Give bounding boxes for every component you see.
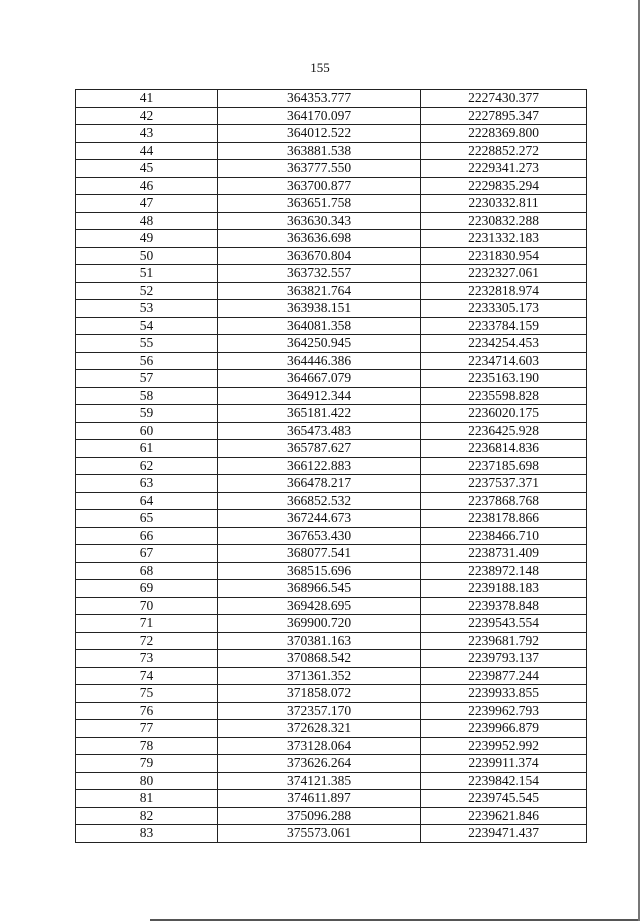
y-coordinate-cell: 2236020.175: [421, 405, 587, 423]
y-coordinate-cell: 2239471.437: [421, 825, 587, 843]
point-number-cell: 81: [76, 790, 218, 808]
point-number-cell: 69: [76, 580, 218, 598]
table-row: [76, 440, 587, 458]
point-number-cell: 54: [76, 317, 218, 335]
y-coordinate-cell: 2228369.800: [421, 125, 587, 143]
table-row: [76, 177, 587, 195]
y-coordinate-cell: 2232818.974: [421, 282, 587, 300]
table-row: [76, 317, 587, 335]
x-coordinate-cell: 363700.877: [218, 177, 421, 195]
point-number-cell: 51: [76, 265, 218, 283]
point-number-cell: 63: [76, 475, 218, 493]
point-number-cell: 58: [76, 387, 218, 405]
x-coordinate-cell: 373128.064: [218, 737, 421, 755]
y-coordinate-cell: 2239378.848: [421, 597, 587, 615]
point-number-cell: 43: [76, 125, 218, 143]
x-coordinate-cell: 374611.897: [218, 790, 421, 808]
y-coordinate-cell: 2239681.792: [421, 632, 587, 650]
y-coordinate-cell: 2236425.928: [421, 422, 587, 440]
x-coordinate-cell: 364667.079: [218, 370, 421, 388]
y-coordinate-cell: 2238972.148: [421, 562, 587, 580]
x-coordinate-cell: 366852.532: [218, 492, 421, 510]
table-row: [76, 772, 587, 790]
point-number-cell: 68: [76, 562, 218, 580]
table-row: [76, 615, 587, 633]
table-row: [76, 650, 587, 668]
x-coordinate-cell: 365787.627: [218, 440, 421, 458]
point-number-cell: 59: [76, 405, 218, 423]
point-number-cell: 71: [76, 615, 218, 633]
x-coordinate-cell: 364446.386: [218, 352, 421, 370]
table-row: [76, 597, 587, 615]
y-coordinate-cell: 2229835.294: [421, 177, 587, 195]
table-row: [76, 370, 587, 388]
point-number-cell: 82: [76, 807, 218, 825]
x-coordinate-cell: 370868.542: [218, 650, 421, 668]
y-coordinate-cell: 2227430.377: [421, 90, 587, 108]
y-coordinate-cell: 2236814.836: [421, 440, 587, 458]
x-coordinate-cell: 375096.288: [218, 807, 421, 825]
point-number-cell: 55: [76, 335, 218, 353]
y-coordinate-cell: 2239911.374: [421, 755, 587, 773]
y-coordinate-cell: 2239793.137: [421, 650, 587, 668]
point-number-cell: 67: [76, 545, 218, 563]
table-row: [76, 527, 587, 545]
point-number-cell: 73: [76, 650, 218, 668]
x-coordinate-cell: 364353.777: [218, 90, 421, 108]
x-coordinate-cell: 363670.804: [218, 247, 421, 265]
table-row: [76, 755, 587, 773]
y-coordinate-cell: 2235163.190: [421, 370, 587, 388]
y-coordinate-cell: 2239952.992: [421, 737, 587, 755]
y-coordinate-cell: 2230332.811: [421, 195, 587, 213]
y-coordinate-cell: 2239842.154: [421, 772, 587, 790]
point-number-cell: 48: [76, 212, 218, 230]
table-row: [76, 685, 587, 703]
point-number-cell: 61: [76, 440, 218, 458]
coordinates-table: [75, 89, 587, 843]
x-coordinate-cell: 366478.217: [218, 475, 421, 493]
table-row: [76, 212, 587, 230]
table-row: [76, 142, 587, 160]
table-row: [76, 230, 587, 248]
x-coordinate-cell: 371858.072: [218, 685, 421, 703]
y-coordinate-cell: 2239966.879: [421, 720, 587, 738]
y-coordinate-cell: 2239933.855: [421, 685, 587, 703]
y-coordinate-cell: 2238466.710: [421, 527, 587, 545]
x-coordinate-cell: 364170.097: [218, 107, 421, 125]
y-coordinate-cell: 2237537.371: [421, 475, 587, 493]
table-row: [76, 510, 587, 528]
x-coordinate-cell: 373626.264: [218, 755, 421, 773]
x-coordinate-cell: 370381.163: [218, 632, 421, 650]
table-row: [76, 247, 587, 265]
coordinates-table-body: [76, 90, 587, 843]
table-row: [76, 790, 587, 808]
point-number-cell: 42: [76, 107, 218, 125]
y-coordinate-cell: 2234714.603: [421, 352, 587, 370]
table-row: [76, 125, 587, 143]
y-coordinate-cell: 2237868.768: [421, 492, 587, 510]
table-row: [76, 702, 587, 720]
point-number-cell: 60: [76, 422, 218, 440]
x-coordinate-cell: 368515.696: [218, 562, 421, 580]
x-coordinate-cell: 368077.541: [218, 545, 421, 563]
table-row: [76, 387, 587, 405]
table-row: [76, 807, 587, 825]
x-coordinate-cell: 369428.695: [218, 597, 421, 615]
table-row: [76, 457, 587, 475]
y-coordinate-cell: 2239621.846: [421, 807, 587, 825]
table-row: [76, 282, 587, 300]
x-coordinate-cell: 374121.385: [218, 772, 421, 790]
table-row: [76, 632, 587, 650]
point-number-cell: 52: [76, 282, 218, 300]
y-coordinate-cell: 2232327.061: [421, 265, 587, 283]
y-coordinate-cell: 2239877.244: [421, 667, 587, 685]
y-coordinate-cell: 2238731.409: [421, 545, 587, 563]
point-number-cell: 66: [76, 527, 218, 545]
table-row: [76, 90, 587, 108]
table-row: [76, 825, 587, 843]
y-coordinate-cell: 2237185.698: [421, 457, 587, 475]
point-number-cell: 56: [76, 352, 218, 370]
table-row: [76, 352, 587, 370]
y-coordinate-cell: 2229341.273: [421, 160, 587, 178]
point-number-cell: 41: [76, 90, 218, 108]
x-coordinate-cell: 375573.061: [218, 825, 421, 843]
x-coordinate-cell: 363777.550: [218, 160, 421, 178]
y-coordinate-cell: 2227895.347: [421, 107, 587, 125]
table-row: [76, 562, 587, 580]
point-number-cell: 76: [76, 702, 218, 720]
point-number-cell: 50: [76, 247, 218, 265]
point-number-cell: 74: [76, 667, 218, 685]
point-number-cell: 80: [76, 772, 218, 790]
table-row: [76, 107, 587, 125]
y-coordinate-cell: 2234254.453: [421, 335, 587, 353]
x-coordinate-cell: 364081.358: [218, 317, 421, 335]
y-coordinate-cell: 2239962.793: [421, 702, 587, 720]
table-row: [76, 720, 587, 738]
table-row: [76, 667, 587, 685]
table-row: [76, 405, 587, 423]
y-coordinate-cell: 2233784.159: [421, 317, 587, 335]
point-number-cell: 57: [76, 370, 218, 388]
x-coordinate-cell: 365181.422: [218, 405, 421, 423]
point-number-cell: 70: [76, 597, 218, 615]
point-number-cell: 47: [76, 195, 218, 213]
table-row: [76, 195, 587, 213]
x-coordinate-cell: 363821.764: [218, 282, 421, 300]
x-coordinate-cell: 372628.321: [218, 720, 421, 738]
y-coordinate-cell: 2233305.173: [421, 300, 587, 318]
point-number-cell: 78: [76, 737, 218, 755]
table-row: [76, 580, 587, 598]
table-row: [76, 300, 587, 318]
point-number-cell: 62: [76, 457, 218, 475]
point-number-cell: 77: [76, 720, 218, 738]
point-number-cell: 45: [76, 160, 218, 178]
point-number-cell: 83: [76, 825, 218, 843]
table-row: [76, 737, 587, 755]
x-coordinate-cell: 363636.698: [218, 230, 421, 248]
point-number-cell: 72: [76, 632, 218, 650]
x-coordinate-cell: 365473.483: [218, 422, 421, 440]
x-coordinate-cell: 363881.538: [218, 142, 421, 160]
point-number-cell: 75: [76, 685, 218, 703]
y-coordinate-cell: 2239188.183: [421, 580, 587, 598]
y-coordinate-cell: 2238178.866: [421, 510, 587, 528]
table-row: [76, 475, 587, 493]
point-number-cell: 79: [76, 755, 218, 773]
table-row: [76, 335, 587, 353]
point-number-cell: 46: [76, 177, 218, 195]
y-coordinate-cell: 2230832.288: [421, 212, 587, 230]
table-row: [76, 545, 587, 563]
y-coordinate-cell: 2231332.183: [421, 230, 587, 248]
point-number-cell: 64: [76, 492, 218, 510]
point-number-cell: 49: [76, 230, 218, 248]
table-row: [76, 422, 587, 440]
page-number: 155: [310, 60, 330, 75]
x-coordinate-cell: 364250.945: [218, 335, 421, 353]
y-coordinate-cell: 2239745.545: [421, 790, 587, 808]
x-coordinate-cell: 363938.151: [218, 300, 421, 318]
x-coordinate-cell: 366122.883: [218, 457, 421, 475]
y-coordinate-cell: 2235598.828: [421, 387, 587, 405]
x-coordinate-cell: 364012.522: [218, 125, 421, 143]
x-coordinate-cell: 367653.430: [218, 527, 421, 545]
y-coordinate-cell: 2231830.954: [421, 247, 587, 265]
table-row: [76, 492, 587, 510]
y-coordinate-cell: 2228852.272: [421, 142, 587, 160]
x-coordinate-cell: 369900.720: [218, 615, 421, 633]
x-coordinate-cell: 371361.352: [218, 667, 421, 685]
x-coordinate-cell: 363630.343: [218, 212, 421, 230]
point-number-cell: 65: [76, 510, 218, 528]
x-coordinate-cell: 363732.557: [218, 265, 421, 283]
x-coordinate-cell: 367244.673: [218, 510, 421, 528]
x-coordinate-cell: 364912.344: [218, 387, 421, 405]
table-row: [76, 160, 587, 178]
point-number-cell: 44: [76, 142, 218, 160]
x-coordinate-cell: 363651.758: [218, 195, 421, 213]
y-coordinate-cell: 2239543.554: [421, 615, 587, 633]
table-row: [76, 265, 587, 283]
x-coordinate-cell: 372357.170: [218, 702, 421, 720]
point-number-cell: 53: [76, 300, 218, 318]
x-coordinate-cell: 368966.545: [218, 580, 421, 598]
